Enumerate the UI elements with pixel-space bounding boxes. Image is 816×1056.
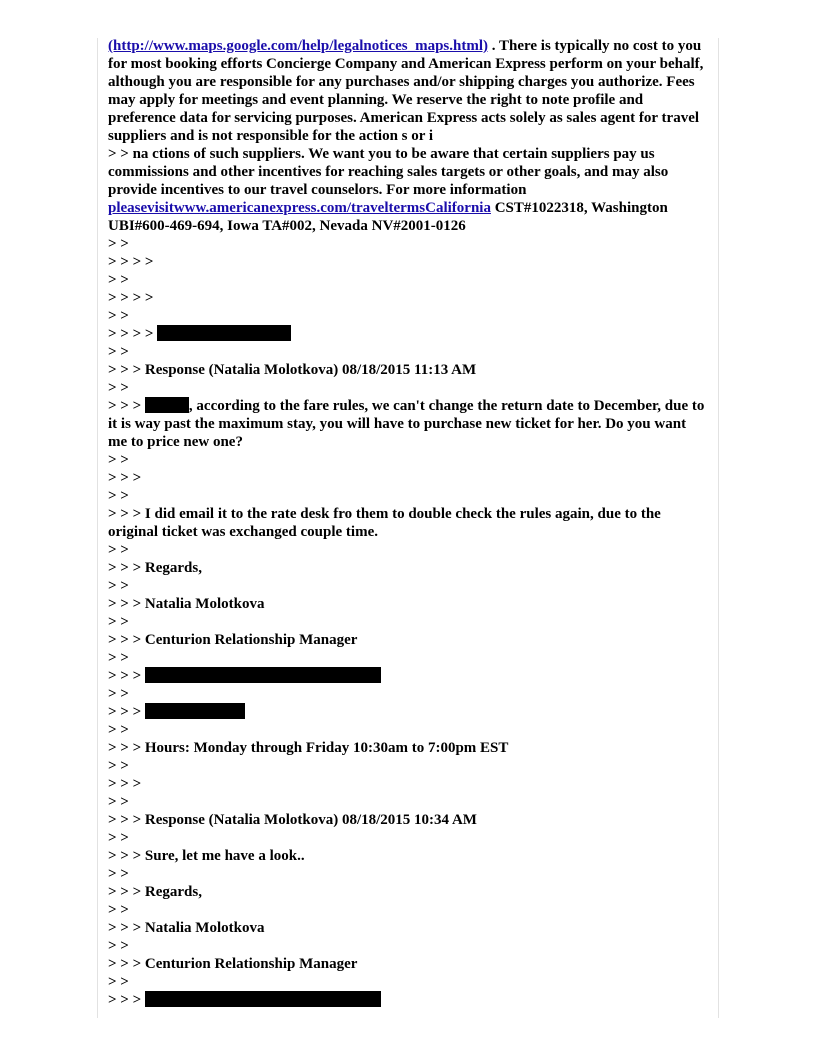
quote-line: > > <box>108 578 129 594</box>
signature-hours: > > > Hours: Monday through Friday 10:30am to 7:00pm EST <box>108 740 509 756</box>
response-header: > > > Response (Natalia Molotkova) 08/18/2015 10:34 AM <box>108 812 477 828</box>
signature-title: > > > Centurion Relationship Manager <box>108 632 358 648</box>
quote-line: > > <box>108 614 129 630</box>
email-body <box>108 37 708 1009</box>
redacted-line <box>108 667 708 685</box>
signature-name: > > > Natalia Molotkova <box>108 596 265 612</box>
quote-line: > > > <box>108 776 142 792</box>
quote-line: > > <box>108 830 129 846</box>
quote-line: > > <box>108 866 129 882</box>
response-header: > > > Response (Natalia Molotkova) 08/18/2015 11:13 AM <box>108 362 477 378</box>
redacted-line <box>108 703 708 721</box>
fare-rules-message <box>108 397 708 451</box>
quote-line: > > <box>108 272 129 288</box>
quote-line: > > <box>108 722 129 738</box>
quote-prefix: > > > <box>108 668 145 684</box>
rate-desk-message: > > > I did email it to the rate desk fro them to double check the rules again, due to the original ticket was exchanged couple time. <box>108 506 661 540</box>
disclaimer-text-3: CST#1022318, Washington UBI#600-469-694, Iowa TA#002, Nevada NV#2001-0126 <box>108 200 668 234</box>
quote-line: > > <box>108 380 129 396</box>
quote-line: > > <box>108 488 129 504</box>
quote-line: > > <box>108 938 129 954</box>
quote-prefix: > > > <box>108 704 145 720</box>
page-border-left <box>97 38 98 1018</box>
quote-prefix: > > > > <box>108 326 158 342</box>
fare-rules-text: , according to the fare rules, we can't change the return date to December, due to it is way past the maximum stay, you will have to purchase new ticket for her. Do you want me to price new one? <box>108 398 705 450</box>
redacted-line <box>108 325 708 343</box>
redaction-bar <box>157 325 291 341</box>
quote-prefix: > > > <box>108 992 145 1008</box>
quote-line: > > > <box>108 470 142 486</box>
quote-prefix: > > > <box>108 398 145 414</box>
quote-line: > > <box>108 794 129 810</box>
disclaimer-text-1: . There is typically no cost to you for most booking efforts Concierge Company and American Express perform on your behalf, although you are responsible for any purchases and/or shipping charges you authorize. Fees may apply for meetings and event planning. We reserve the right to note profile and preference data for servicing purposes. American Express acts solely as sales agent for travel suppliers and is not responsible for the action s or i <box>108 38 704 144</box>
signature-regards: > > > Regards, <box>108 884 202 900</box>
quote-line: > > <box>108 758 129 774</box>
redacted-line <box>108 991 708 1009</box>
disclaimer-paragraph <box>108 37 708 235</box>
disclaimer-text-2: > > na ctions of such suppliers. We want you to be aware that certain suppliers pay us commissions and other incentives for reaching sales targets or other goals, and may also provide incentives to our travel counselors. For more information <box>108 146 669 198</box>
signature-regards: > > > Regards, <box>108 560 202 576</box>
signature-name: > > > Natalia Molotkova <box>108 920 265 936</box>
page-border-right <box>718 38 719 1018</box>
amex-terms-link[interactable]: pleasevisitwww.americanexpress.com/traveltermsCalifornia <box>108 200 491 216</box>
quote-line: > > <box>108 902 129 918</box>
google-legal-link[interactable]: (http://www.maps.google.com/help/legalnotices_maps.html) <box>108 38 488 54</box>
redaction-bar <box>145 667 381 683</box>
look-message: > > > Sure, let me have a look.. <box>108 848 305 864</box>
quote-line: > > <box>108 974 129 990</box>
redaction-bar <box>145 703 245 719</box>
redaction-bar <box>145 991 381 1007</box>
quote-line: > > > > <box>108 254 154 270</box>
quote-line: > > <box>108 236 129 252</box>
quote-line: > > > > <box>108 290 154 306</box>
quote-line: > > <box>108 344 129 360</box>
redaction-bar <box>145 397 189 413</box>
quote-line: > > <box>108 452 129 468</box>
signature-title: > > > Centurion Relationship Manager <box>108 956 358 972</box>
quote-line: > > <box>108 308 129 324</box>
quote-line: > > <box>108 686 129 702</box>
quote-line: > > <box>108 650 129 666</box>
quote-line: > > <box>108 542 129 558</box>
